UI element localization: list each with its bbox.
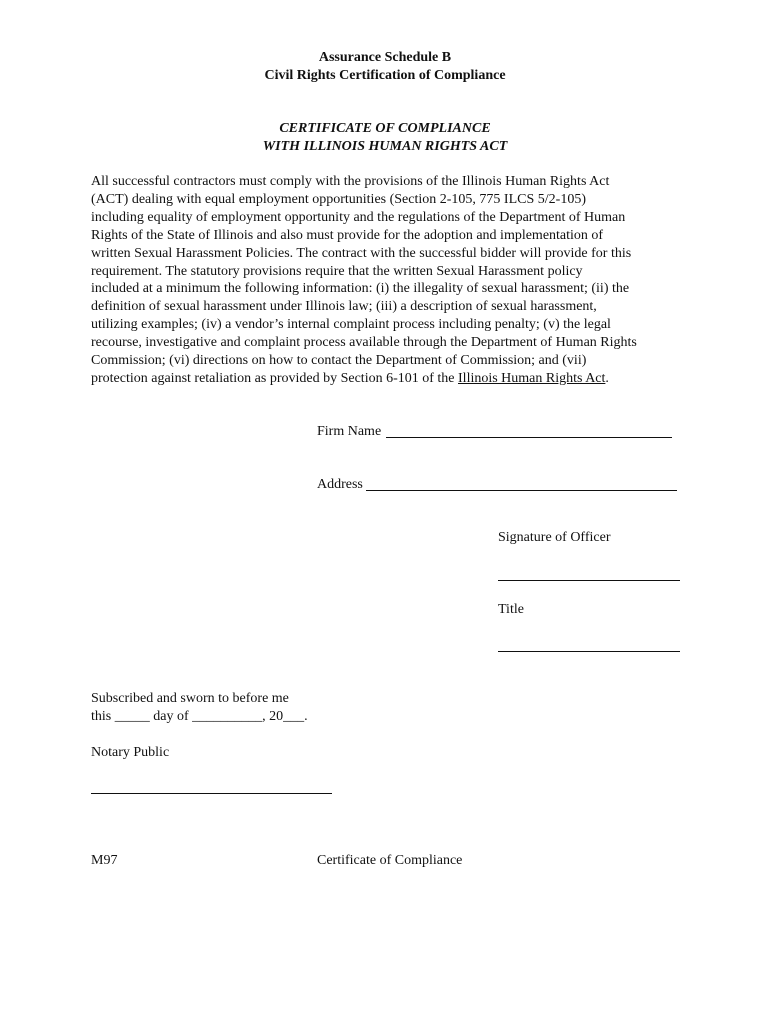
header-certification: Civil Rights Certification of Compliance [264,68,506,83]
header-schedule: Assurance Schedule B [318,50,452,65]
signature-field[interactable] [498,580,680,581]
compliance-paragraph [91,173,683,388]
title-label: Title [498,602,524,617]
paragraph-end: . [605,370,609,386]
address-label: Address [317,477,363,492]
footer-form-name: Certificate of Compliance [317,853,463,868]
firm-name-label: Firm Name [317,424,382,439]
firm-name-field[interactable] [386,437,672,438]
sworn-statement-line2: this _____ day of __________, 20___. [91,709,308,724]
illinois-human-rights-act-link[interactable]: Illinois Human Rights Act [458,370,606,386]
certificate-title-line1: CERTIFICATE OF COMPLIANCE [279,121,491,136]
sworn-statement-line1: Subscribed and sworn to before me [91,691,289,706]
certificate-title-line2: WITH ILLINOIS HUMAN RIGHTS ACT [262,139,508,154]
notary-public-label: Notary Public [91,745,170,760]
signature-label: Signature of Officer [498,530,611,545]
notary-signature-field[interactable] [91,793,332,794]
compliance-paragraph-text: All successful contractors must comply with the provisions of the Illinois Human Rights Act (ACT) dealing with equal employment opportunities (Section 2-105, 775 ILCS 5/2-105) including equality of employment opportunity and the regulations of the Department of Human Rights of the State of Illinois and also must provide for the adoption and implementation of written Sexual Harassment Policies. The contract with the successful bidder will provide for this requirement. The statutory provisions require that the written Sexual Harassment policy included at a minimum the following information: (i) the illegality of sexual harassment; (ii) the definition of sexual harassment under Illinois law; (iii) a description of sexual harassment, utilizing examples; (iv) a vendor’s internal complaint process including penalty; (v) the legal recourse, investigative and complaint process available through the Department of Human Rights Commission; (vi) directions on how to contact the Department of Commission; and (vii) protection against retaliation as provided by Section 6-101 of the [91,174,637,386]
footer-form-code: M97 [91,853,118,868]
title-field[interactable] [498,651,680,652]
address-field[interactable] [366,490,677,491]
